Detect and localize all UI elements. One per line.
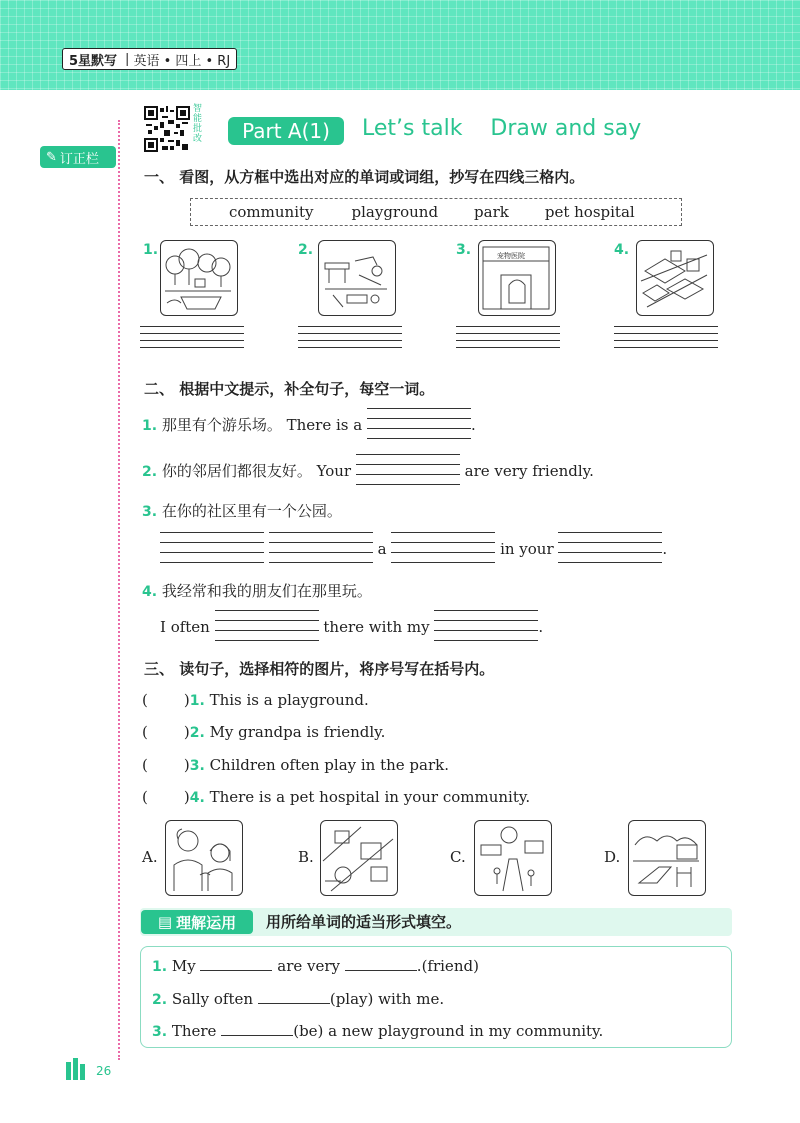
page-number: 26 bbox=[96, 1064, 112, 1078]
item-number: 4. bbox=[614, 242, 630, 258]
answer-blank[interactable] bbox=[558, 530, 662, 570]
hospital-sign: 宠物医院 bbox=[497, 252, 525, 260]
section3-heading: 三、 读句子，选择相符的图片，将序号写在括号内。 bbox=[144, 660, 495, 678]
community-map-picture[interactable] bbox=[320, 820, 398, 896]
park-picture bbox=[160, 240, 238, 316]
community-picture bbox=[636, 240, 714, 316]
answer-blank[interactable] bbox=[345, 956, 417, 971]
book-icon: ▤ bbox=[157, 913, 173, 931]
section2-q3-prompt: 3. 在你的社区里有一个公园。 bbox=[142, 502, 342, 520]
item-number: 3. bbox=[456, 242, 472, 258]
section2-q4-prompt: 4. 我经常和我的朋友们在那里玩。 bbox=[142, 582, 372, 600]
answer-blank[interactable] bbox=[269, 530, 373, 570]
word-box bbox=[190, 198, 682, 226]
playground-picture bbox=[318, 240, 396, 316]
answer-blank[interactable] bbox=[200, 956, 272, 971]
option-label: C. bbox=[450, 848, 466, 866]
section3-item: ( )3. Children often play in the park. bbox=[142, 756, 450, 774]
apply-q1: 1. My are very .(friend) bbox=[152, 957, 479, 975]
word-option: community bbox=[229, 203, 314, 221]
word-option: pet hospital bbox=[544, 203, 635, 221]
qr-side-text: 智能批改 bbox=[193, 104, 203, 144]
grandpa-picture[interactable] bbox=[165, 820, 243, 896]
answer-blank[interactable] bbox=[434, 608, 538, 648]
pet-hospital-picture bbox=[478, 240, 556, 316]
writing-lines[interactable] bbox=[614, 326, 718, 354]
qr-code[interactable] bbox=[144, 106, 190, 152]
margin-divider bbox=[118, 120, 120, 1060]
writing-lines[interactable] bbox=[298, 326, 402, 354]
section3-item: ( )1. This is a playground. bbox=[142, 691, 369, 709]
answer-blank[interactable] bbox=[215, 608, 319, 648]
word-option: playground bbox=[351, 203, 439, 221]
correction-column-tag: ✎ 订正栏 bbox=[40, 146, 116, 168]
option-label: D. bbox=[604, 848, 621, 866]
answer-blank[interactable] bbox=[258, 989, 330, 1004]
books-icon bbox=[64, 1058, 92, 1080]
section1-heading: 一、 看图，从方框中选出对应的单词或词组，抄写在四线三格内。 bbox=[144, 168, 585, 186]
writing-lines[interactable] bbox=[456, 326, 560, 354]
section2-q3-answer: a in your . bbox=[160, 530, 667, 570]
playground-option-picture[interactable] bbox=[628, 820, 706, 896]
option-label: B. bbox=[298, 848, 314, 866]
section2-heading: 二、 根据中文提示，补全句子，每空一词。 bbox=[144, 380, 435, 398]
section2-q4-answer: I often there with my . bbox=[160, 608, 543, 648]
answer-blank[interactable] bbox=[391, 530, 495, 570]
subject-info: 英语 • 四上 • RJ bbox=[133, 53, 231, 69]
word-option: park bbox=[474, 203, 509, 221]
item-number: 2. bbox=[298, 242, 314, 258]
header-band bbox=[0, 0, 800, 90]
apply-q2: 2. Sally often (play) with me. bbox=[152, 990, 445, 1008]
item-number: 1. bbox=[143, 242, 159, 258]
series-badge: 5星默写 | 英语 • 四上 • RJ bbox=[62, 48, 237, 70]
section3-item: ( )4. There is a pet hospital in your community. bbox=[142, 788, 531, 806]
section2-q2: 2. 你的邻居们都很友好。 Your are very friendly. bbox=[142, 452, 594, 492]
answer-blank[interactable] bbox=[356, 452, 460, 492]
part-title: Let’s talk Draw and say bbox=[362, 116, 642, 141]
part-pill: Part A(1) bbox=[228, 117, 344, 145]
apply-instruction: 用所给单词的适当形式填空。 bbox=[266, 913, 462, 931]
answer-blank[interactable] bbox=[367, 406, 471, 446]
section3-item: ( )2. My grandpa is friendly. bbox=[142, 723, 386, 741]
option-label: A. bbox=[142, 848, 158, 866]
park-children-picture[interactable] bbox=[474, 820, 552, 896]
answer-blank[interactable] bbox=[221, 1021, 293, 1036]
apply-q3: 3. There (be) a new playground in my community. bbox=[152, 1022, 604, 1040]
section2-q1: 1. 那里有个游乐场。 There is a . bbox=[142, 406, 476, 446]
series-name: 5星默写 bbox=[69, 53, 118, 69]
writing-lines[interactable] bbox=[140, 326, 244, 354]
pencil-icon: ✎ bbox=[46, 149, 57, 165]
answer-blank[interactable] bbox=[160, 530, 264, 570]
apply-label: ▤ 理解运用 bbox=[141, 910, 253, 934]
